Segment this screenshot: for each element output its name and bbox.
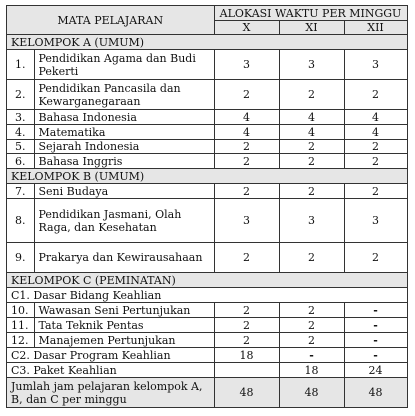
c3-title: C3. Paket Keahlian (7, 363, 215, 378)
subject-name: Sejarah Indonesia (34, 140, 214, 154)
group-a-row (7, 35, 408, 50)
table-row (7, 50, 408, 80)
hours-xii: 2 (344, 184, 407, 199)
subject-name: Wawasan Seni Pertunjukan (34, 303, 214, 318)
table-row (7, 318, 408, 333)
hours-xii: 4 (344, 125, 407, 140)
c2-title: C2. Dasar Program Keahlian (7, 348, 215, 363)
row-number: 4. (7, 125, 35, 140)
allocation-header: ALOKASI WAKTU PER MINGGU (214, 6, 407, 21)
table-row (7, 243, 408, 273)
hours-x: 4 (214, 125, 279, 140)
total-x: 48 (214, 378, 279, 408)
table-row (7, 110, 408, 125)
hours-x: 2 (214, 303, 279, 318)
c3-row (7, 363, 408, 378)
table-row (7, 140, 408, 154)
c2-row (7, 348, 408, 363)
row-number: 12. (7, 333, 35, 348)
header-row-1 (7, 6, 408, 21)
subject-name: Manajemen Pertunjukan (34, 333, 214, 348)
subject-header: MATA PELAJARAN (7, 6, 215, 35)
curriculum-table-wrapper (6, 5, 408, 408)
group-b-row (7, 169, 408, 184)
row-number: 9. (7, 243, 35, 273)
hours-xii: 3 (344, 50, 407, 80)
hours-x: 2 (214, 140, 279, 154)
group-a-title: KELOMPOK A (UMUM) (7, 35, 408, 50)
row-number: 11. (7, 318, 35, 333)
table-row (7, 303, 408, 318)
curriculum-table (6, 5, 408, 408)
c1-title: C1. Dasar Bidang Keahlian (7, 288, 408, 303)
c1-row (7, 288, 408, 303)
total-row (7, 378, 408, 408)
hours-xi: 2 (279, 154, 344, 169)
table-row (7, 184, 408, 199)
hours-xii: 2 (344, 80, 407, 110)
subject-name: Pendidikan Agama dan Budi Pekerti (34, 50, 214, 80)
row-number: 6. (7, 154, 35, 169)
hours-xii: 24 (344, 363, 407, 378)
table-row (7, 333, 408, 348)
row-number: 10. (7, 303, 35, 318)
row-number: 2. (7, 80, 35, 110)
subject-name: Pendidikan Jasmani, Olah Raga, dan Kesehatan (34, 199, 214, 243)
subject-name: Bahasa Indonesia (34, 110, 214, 125)
group-b-title: KELOMPOK B (UMUM) (7, 169, 408, 184)
hours-x: 2 (214, 154, 279, 169)
hours-x: 2 (214, 80, 279, 110)
hours-xii: - (344, 333, 407, 348)
subject-name: Tata Teknik Pentas (34, 318, 214, 333)
hours-xii: - (344, 348, 407, 363)
hours-xii: 2 (344, 243, 407, 273)
group-c-title: KELOMPOK C (PEMINATAN) (7, 273, 408, 288)
hours-xi: - (279, 348, 344, 363)
hours-x: 3 (214, 50, 279, 80)
table-row (7, 125, 408, 140)
hours-xi: 2 (279, 303, 344, 318)
hours-xi: 2 (279, 243, 344, 273)
subject-name: Pendidikan Pancasila dan Kewarganegaraan (34, 80, 214, 110)
hours-x: 2 (214, 184, 279, 199)
hours-x: 2 (214, 243, 279, 273)
row-number: 5. (7, 140, 35, 154)
hours-xii: - (344, 303, 407, 318)
total-xii: 48 (344, 378, 407, 408)
subject-name: Bahasa Inggris (34, 154, 214, 169)
hours-xi: 2 (279, 184, 344, 199)
hours-x: 2 (214, 318, 279, 333)
grade-header-xi: XI (279, 21, 344, 35)
hours-xi: 2 (279, 80, 344, 110)
total-label: Jumlah jam pelajaran kelompok A, B, dan C per minggu (7, 378, 215, 408)
hours-xi: 3 (279, 199, 344, 243)
total-xi: 48 (279, 378, 344, 408)
row-number: 7. (7, 184, 35, 199)
hours-x: 2 (214, 333, 279, 348)
hours-xii: 4 (344, 110, 407, 125)
hours-xi: 4 (279, 110, 344, 125)
hours-xii: 2 (344, 140, 407, 154)
hours-xii: 3 (344, 199, 407, 243)
hours-xi: 2 (279, 333, 344, 348)
hours-x: 18 (214, 348, 279, 363)
hours-xi: 2 (279, 318, 344, 333)
hours-xi: 18 (279, 363, 344, 378)
subject-name: Matematika (34, 125, 214, 140)
hours-xi: 4 (279, 125, 344, 140)
row-number: 8. (7, 199, 35, 243)
table-row (7, 154, 408, 169)
row-number: 1. (7, 50, 35, 80)
table-row (7, 80, 408, 110)
hours-x (214, 363, 279, 378)
table-row (7, 199, 408, 243)
group-c-row (7, 273, 408, 288)
subject-name: Seni Budaya (34, 184, 214, 199)
hours-xi: 3 (279, 50, 344, 80)
hours-xii: 2 (344, 154, 407, 169)
grade-header-x: X (214, 21, 279, 35)
subject-name: Prakarya dan Kewirausahaan (34, 243, 214, 273)
row-number: 3. (7, 110, 35, 125)
grade-header-xii: XII (344, 21, 407, 35)
hours-xii: - (344, 318, 407, 333)
hours-xi: 2 (279, 140, 344, 154)
hours-x: 3 (214, 199, 279, 243)
hours-x: 4 (214, 110, 279, 125)
